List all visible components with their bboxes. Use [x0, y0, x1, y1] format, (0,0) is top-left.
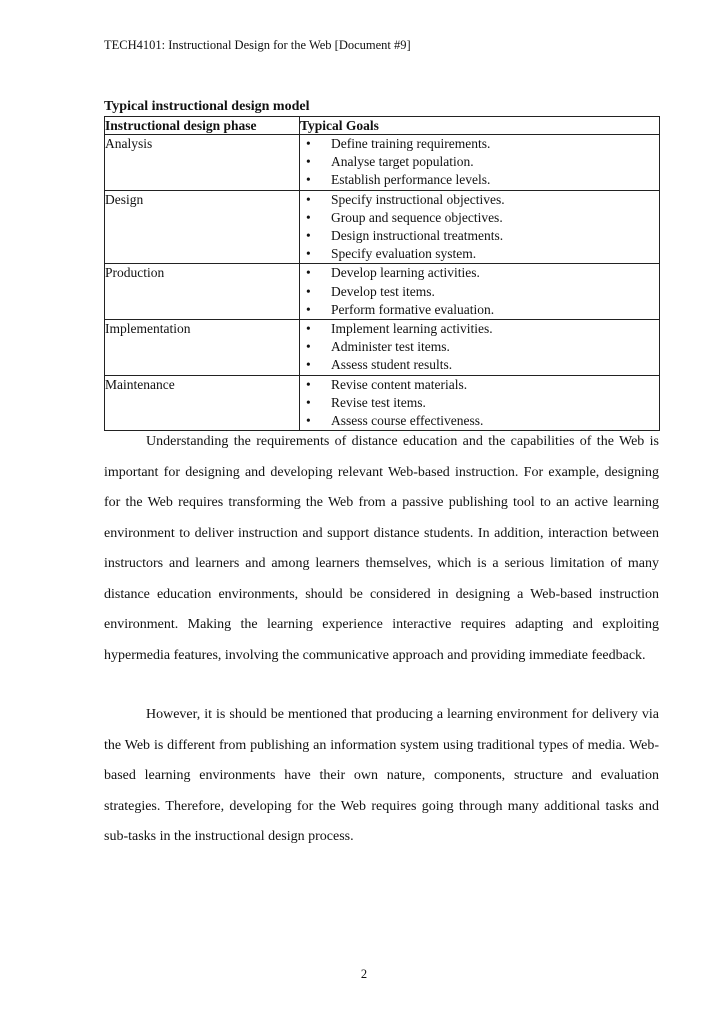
goal-text: Establish performance levels. [331, 172, 491, 188]
table-row [105, 135, 660, 191]
column-header-phase: Instructional design phase [105, 117, 300, 135]
bullet-icon: • [306, 265, 311, 281]
goal-text: Revise test items. [331, 394, 426, 410]
bullet-icon: • [306, 191, 311, 207]
bullet-icon: • [306, 136, 311, 151]
phase-cell: Analysis [105, 135, 300, 191]
page-header: TECH4101: Instructional Design for the Web [Document #9] [104, 38, 411, 52]
goals-list [300, 376, 659, 431]
goal-text: Develop learning activities. [331, 265, 480, 281]
bullet-icon: • [306, 154, 311, 170]
list-item [300, 171, 659, 189]
goal-text: Assess student results. [331, 357, 453, 373]
design-model-table [104, 116, 660, 431]
goals-cell [300, 375, 660, 431]
table-body [105, 135, 660, 431]
list-item [300, 245, 659, 263]
goals-list [300, 191, 659, 264]
list-item [300, 376, 659, 394]
bullet-icon: • [306, 339, 311, 355]
table-header-row [105, 117, 660, 135]
table-row [105, 264, 660, 320]
list-item [300, 356, 659, 374]
goal-text: Perform formative evaluation. [331, 301, 495, 317]
bullet-icon: • [306, 321, 311, 337]
goal-text: Analyse target population. [331, 154, 474, 170]
table-row [105, 375, 660, 431]
list-item [300, 135, 659, 153]
bullet-icon: • [306, 172, 311, 188]
goal-text: Revise content materials. [331, 376, 468, 392]
goals-cell [300, 320, 660, 376]
bullet-icon: • [306, 228, 311, 244]
table-row [105, 320, 660, 376]
goal-text: Administer test items. [331, 339, 450, 355]
goal-text: Specify evaluation system. [331, 246, 477, 262]
bullet-icon: • [306, 283, 311, 299]
list-item [300, 153, 659, 171]
phase-cell: Maintenance [105, 375, 300, 431]
goals-list [300, 264, 659, 319]
bullet-icon: • [306, 301, 311, 317]
bullet-icon: • [306, 357, 311, 373]
body-paragraph: Understanding the requirements of distance education and the capabilities of the Web is important for designing and developing relevant Web-based instruction. For example, designing for the Web requires transforming the Web from a passive publishing tool to an active learning environment to deliver instruction and support distance students. In addition, interaction between instructors and learners and among learners themselves, which is a serious limitation of many distance education environments, should be considered in designing a Web-based instruction environment. Making the learning experience interactive requires adapting and exploiting hypermedia features, involving the communicative approach and providing immediate feedback. [104, 434, 659, 663]
list-item [300, 264, 659, 282]
goals-list [300, 135, 659, 190]
phase-cell: Design [105, 190, 300, 264]
goal-text: Develop test items. [331, 283, 435, 299]
bullet-icon: • [306, 413, 311, 429]
list-item [300, 320, 659, 338]
list-item [300, 338, 659, 356]
list-item [300, 227, 659, 245]
page-number: 2 [360, 967, 368, 981]
phase-cell: Implementation [105, 320, 300, 376]
goal-text: Define training requirements. [331, 136, 491, 151]
bullet-icon: • [306, 394, 311, 410]
goal-text: Design instructional treatments. [331, 228, 504, 244]
list-item [300, 209, 659, 227]
list-item [300, 191, 659, 209]
table-title: Typical instructional design model [104, 99, 310, 114]
goal-text: Specify instructional objectives. [331, 191, 505, 207]
phase-cell: Production [105, 264, 300, 320]
body-paragraph: However, it is should be mentioned that producing a learning environment for delivery via the Web is different from publishing an information system using traditional types of media. Web-based learning environments have their own nature, components, structure and evaluation strategies. Therefore, developing for the Web requires going through many additional tasks and sub-tasks in the instructional design process. [104, 707, 659, 844]
goals-cell [300, 135, 660, 191]
list-item [300, 301, 659, 319]
goal-text: Implement learning activities. [331, 321, 493, 337]
goal-text: Assess course effectiveness. [331, 413, 484, 429]
goals-cell [300, 190, 660, 264]
list-item [300, 283, 659, 301]
column-header-goals: Typical Goals [300, 117, 660, 135]
goals-cell [300, 264, 660, 320]
bullet-icon: • [306, 246, 311, 262]
table-row [105, 190, 660, 264]
list-item [300, 394, 659, 412]
bullet-icon: • [306, 376, 311, 392]
goals-list [300, 320, 659, 375]
goal-text: Group and sequence objectives. [331, 209, 503, 225]
bullet-icon: • [306, 209, 311, 225]
